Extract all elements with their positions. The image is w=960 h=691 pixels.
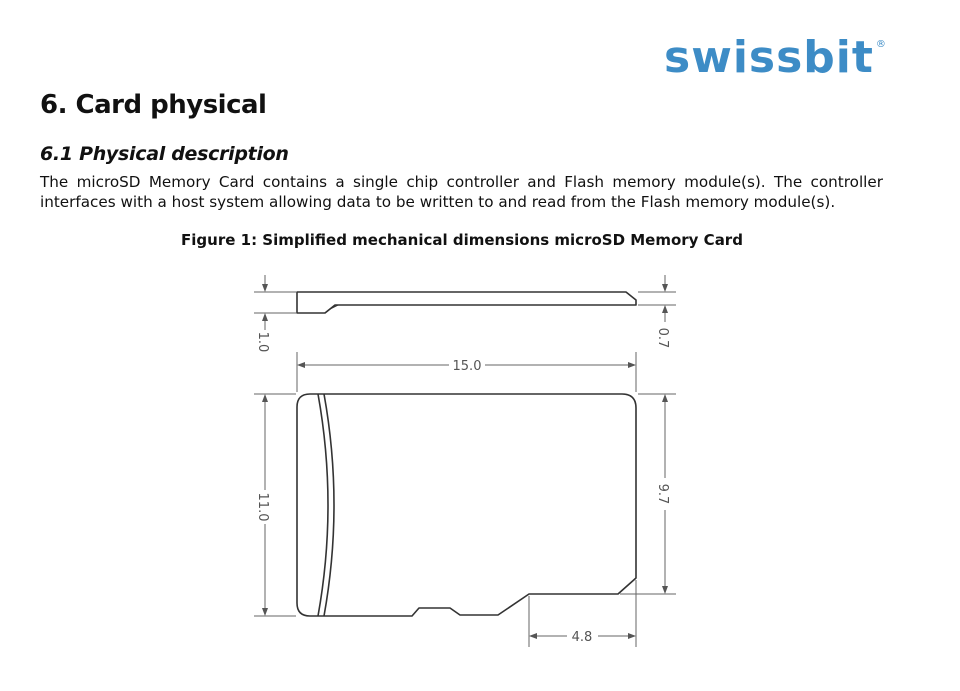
grip-ridge-inner [324,394,334,616]
body-paragraph: The microSD Memory Card contains a single chip controller and Flash memory module(s). The controller interfaces with a host system allowing data to be written to and read from the Flash memory module(s). [40,173,883,211]
dim-label-thickness-total: 1.0 [255,331,270,353]
grip-ridge-outer [318,394,328,616]
section-heading: 6. Card physical [40,90,267,120]
card-side-profile [297,292,636,313]
card-side-edge-line [325,305,338,313]
subsection-heading: 6.1 Physical description [40,143,289,165]
dim-label-height-right: 9.7 [655,483,670,505]
dim-label-height-total: 11.0 [255,492,270,522]
dim-label-notch-width: 4.8 [571,630,593,645]
swissbit-logo: swissbit ® [664,32,887,83]
dim-label-thickness-edge: 0.7 [655,327,670,349]
figure-caption: Figure 1: Simplified mechanical dimensions microSD Memory Card [181,231,743,249]
card-top-outline [297,394,636,616]
registered-mark: ® [875,39,887,50]
dim-label-width: 15.0 [452,359,482,374]
